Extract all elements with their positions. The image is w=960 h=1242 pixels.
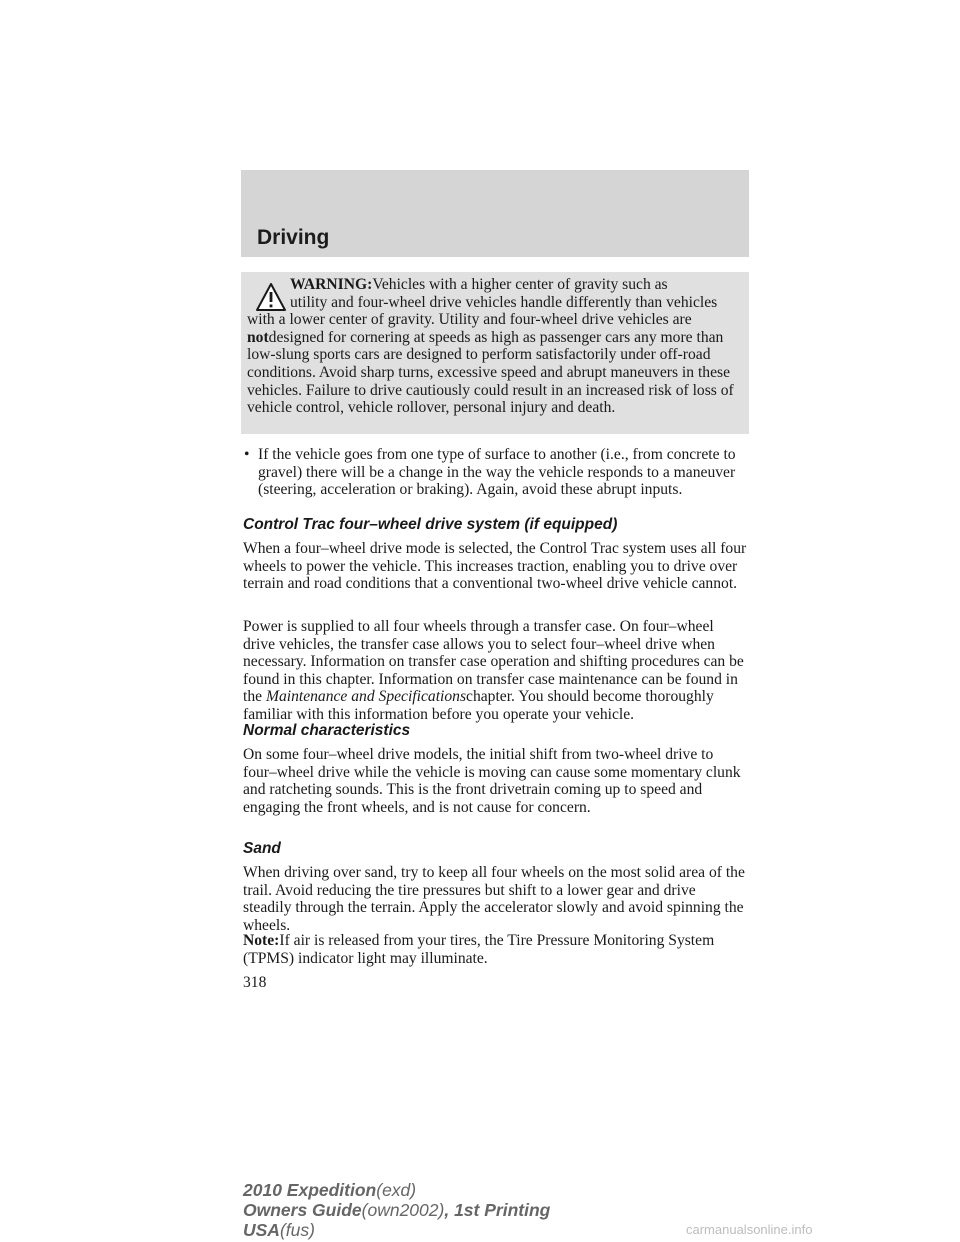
bullet-text: If the vehicle goes from one type of surface to another (i.e., from concrete to gravel) there will be a change in the way the vehicle responds to a maneuver (steering, acceleration or braking). Again, avoid these abrupt inputs. xyxy=(258,446,736,499)
paragraph-control-trac-2-italic: Maintenance and Specifications xyxy=(265,688,467,706)
heading-control-trac: Control Trac four–wheel drive system (if equipped) xyxy=(243,516,618,533)
note-text: If air is released from your tires, the Tire Pressure Monitoring System (TPMS) indicator light may illuminate. xyxy=(243,932,715,967)
footer-market: USA xyxy=(243,1220,280,1240)
heading-sand: Sand xyxy=(243,840,281,857)
footer-model: 2010 Expedition xyxy=(243,1180,377,1200)
paragraph-control-trac-2 xyxy=(243,618,748,724)
paragraph-normal-characteristics: On some four–wheel drive models, the initial shift from two-wheel drive to four–wheel drive while the vehicle is moving can cause some momentary clunk and ratcheting sounds. This is the front drivetrain coming up to speed and engaging the front wheels, and is not cause for concern. xyxy=(243,746,741,816)
section-title: Driving xyxy=(257,226,330,249)
watermark-link[interactable]: carmanualsonline.info xyxy=(686,1222,813,1237)
warning-text-1: utility and four-wheel drive vehicles handle differently than vehicles with a lower center of gravity. Utility and four-wheel drive vehicles are xyxy=(247,293,718,329)
footer-guide-code: (own2002) xyxy=(361,1200,445,1220)
paragraph-note xyxy=(243,932,748,967)
warning-text-2: designed for cornering at speeds as high as passenger cars any more than low-slung sports cars are designed to perform satisfactorily under off-road conditions. Avoid sharp turns, excessive speed and abrupt maneuvers in these vehicles. Failure to drive cautiously could result in an increased risk of loss of vehicle control, vehicle rollover, personal injury and death. xyxy=(247,328,734,417)
footer-market-code: (fus) xyxy=(279,1220,315,1240)
bullet-symbol: • xyxy=(244,446,250,463)
page-number: 318 xyxy=(243,974,267,991)
warning-label: WARNING: xyxy=(290,276,373,293)
warning-bold-word: not xyxy=(247,328,269,346)
paragraph-sand: When driving over sand, try to keep all four wheels on the most solid area of the trail. Avoid reducing the tire pressures but shift to a lower gear and drive steadily through the terrain. Apply the accelerator slowly and avoid spinning the wheels. xyxy=(243,864,745,934)
paragraph-control-trac-1: When a four–wheel drive mode is selected, the Control Trac system uses all four wheels to power the vehicle. This increases traction, enabling you to drive over terrain and road conditions that a conventional two-wheel drive vehicle cannot. xyxy=(243,540,747,593)
warning-box xyxy=(241,272,749,434)
note-label: Note: xyxy=(243,932,280,949)
footer-model-code: (exd) xyxy=(376,1180,417,1200)
warning-text xyxy=(247,276,745,417)
footer-printing: , 1st Printing xyxy=(444,1200,551,1220)
paragraph-control-trac-2a: Power is supplied to all four wheels through a transfer case. On four–wheel drive vehicles, the transfer case allows you to select four–wheel drive when necessary. Information on transfer case operation and shifting procedures can be found in this chapter. Information on transfer case maintenance can be found in the xyxy=(243,618,744,706)
heading-normal-characteristics: Normal characteristics xyxy=(243,722,411,739)
print-footer xyxy=(243,1180,550,1240)
section-header xyxy=(241,170,749,257)
paragraph-control-trac-2b: chapter. You should become thoroughly familiar with this information before you operate your vehicle. xyxy=(243,688,714,723)
warning-first-line: Vehicles with a higher center of gravity such as xyxy=(372,276,668,293)
footer-guide: Owners Guide xyxy=(243,1200,362,1220)
